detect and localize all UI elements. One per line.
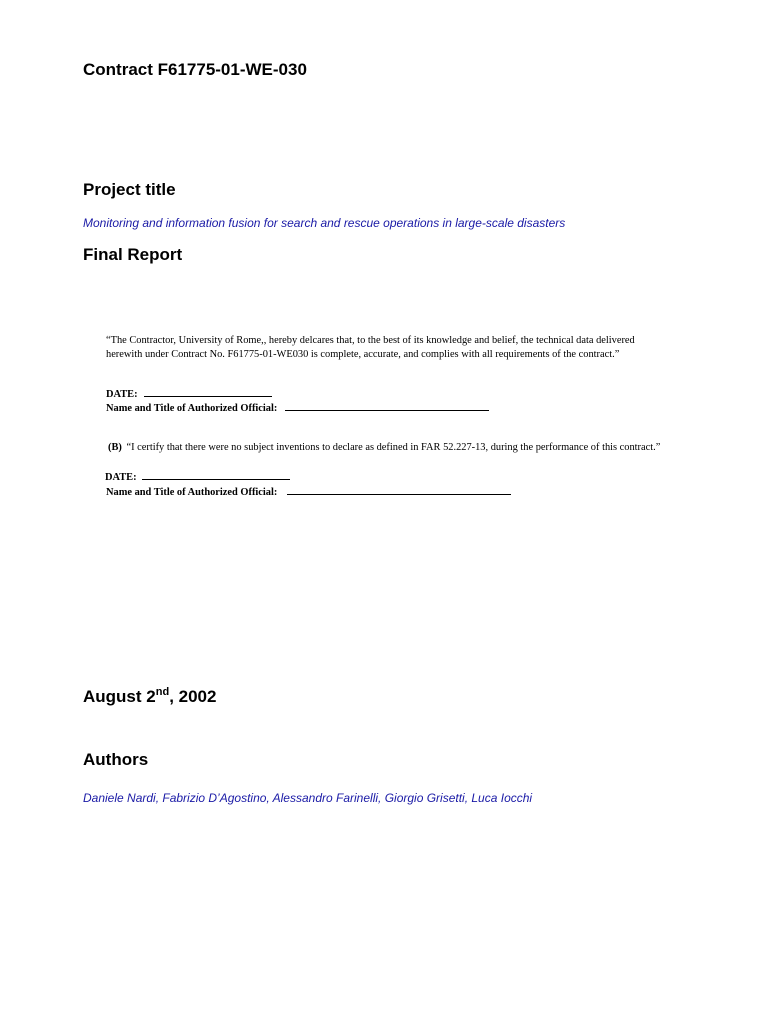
date-ordinal-suffix: nd: [155, 686, 170, 698]
certification-2-official-line: [106, 485, 666, 500]
official-signature-line: [287, 485, 511, 495]
official-signature-line: [285, 401, 489, 411]
authors-heading: Authors: [83, 750, 149, 769]
certification-2-statement: [106, 441, 666, 455]
date-prefix: August 2: [83, 687, 156, 706]
certification-1-date-line: [106, 387, 666, 402]
contract-heading: Contract F61775-01-WE-030: [83, 60, 307, 79]
certification-1-statement: “The Contractor, University of Rome,, hereby delcares that, to the best of its knowledge and belief, the technical data delivered herewith under Contract No. F61775-01-WE030 is complete, accurate, and complies with all requirements of the contract.”: [106, 335, 635, 360]
certification-2-text: “I certify that there were no subject inventions to declare as defined in FAR 52.227-13, during the performance of this contract.”: [126, 442, 661, 453]
certification-2-marker: (B): [108, 442, 122, 453]
project-title: Monitoring and information fusion for search and rescue operations in large-scale disasters: [83, 216, 566, 230]
authors-list: Daniele Nardi, Fabrizio D’Agostino, Alessandro Farinelli, Giorgio Grisetti, Luca Iocchi: [83, 791, 533, 805]
final-report-heading: Final Report: [83, 245, 183, 264]
report-date-heading: [83, 686, 216, 707]
official-label: Name and Title of Authorized Official:: [106, 403, 278, 414]
date-rest: , 2002: [169, 687, 217, 706]
official-label: Name and Title of Authorized Official:: [106, 487, 278, 498]
date-signature-line: [142, 470, 290, 480]
certification-1-official-line: [106, 401, 666, 416]
date-label: DATE:: [106, 389, 138, 400]
date-signature-line: [144, 387, 272, 397]
certification-2-date-line: [105, 470, 665, 485]
date-label: DATE:: [105, 472, 137, 483]
project-title-heading: Project title: [83, 180, 176, 199]
